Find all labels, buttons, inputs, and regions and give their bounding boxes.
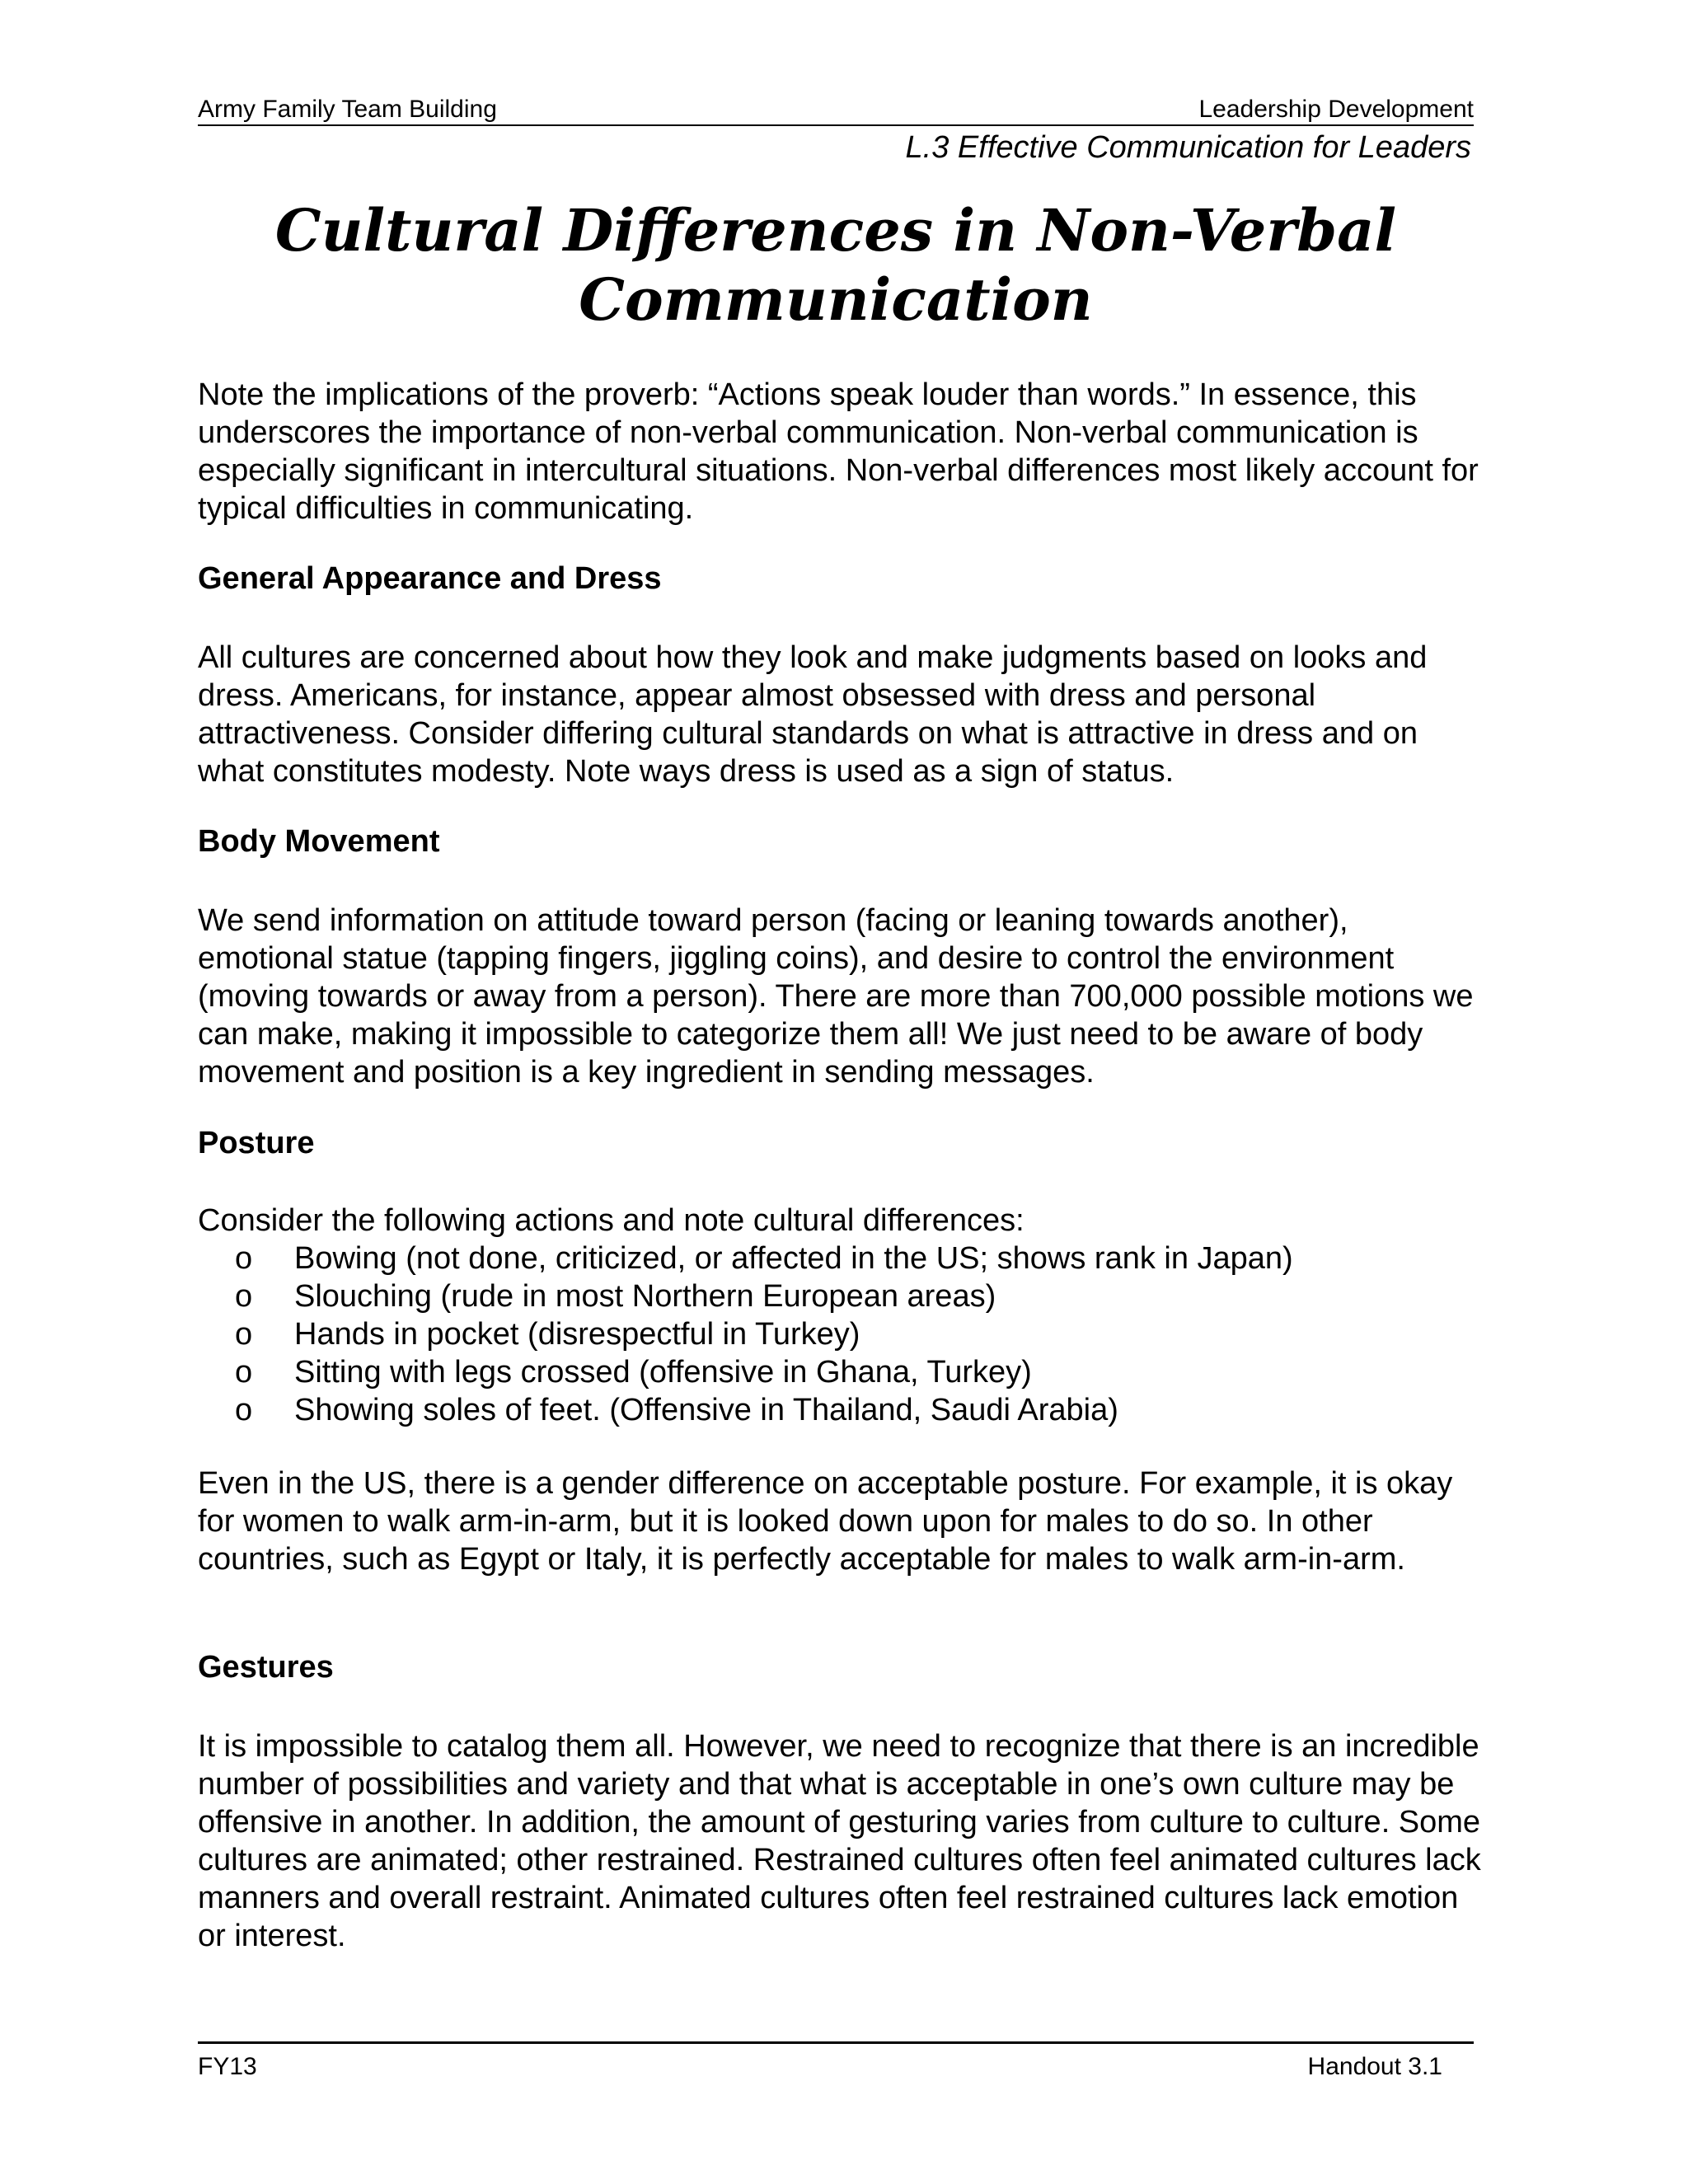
footer-rule bbox=[198, 2041, 1474, 2044]
posture-list bbox=[235, 1240, 1471, 1429]
bullet-marker: o bbox=[235, 1279, 253, 1314]
bullet-marker: o bbox=[235, 1317, 253, 1352]
heading-gestures: Gestures bbox=[198, 1650, 334, 1685]
footer-left: FY13 bbox=[198, 2053, 257, 2080]
list-item: o Bowing (not done, criticized, or affected in the US; shows rank in Japan) bbox=[235, 1241, 1293, 1276]
heading-appearance: General Appearance and Dress bbox=[198, 561, 662, 596]
header-subtitle: L.3 Effective Communication for Leaders bbox=[905, 130, 1471, 165]
header-right: Leadership Development bbox=[1198, 96, 1474, 123]
heading-body-movement: Body Movement bbox=[198, 824, 440, 859]
intro-paragraph: Note the implications of the proverb: “Actions speak louder than words.” In essence, this underscores the importance of non-verbal communication. Non-verbal communication is especially significant in intercultural situations. Non-verbal differences most likely account for typical difficulties in communicating. bbox=[198, 377, 1479, 526]
gestures-paragraph: It is impossible to catalog them all. However, we need to recognize that there is an incredible number of possibilities and variety and that what is acceptable in one’s own culture may be offensive in another. In addition, the amount of gesturing varies from culture to culture. Some cultures are animated; other restrained. Restrained cultures often feel animated cultures lack manners and overall restraint. Animated cultures often feel restrained cultures lack emotion or interest. bbox=[198, 1729, 1481, 1953]
list-item: o Sitting with legs crossed (offensive in Ghana, Turkey) bbox=[235, 1355, 1032, 1390]
heading-posture: Posture bbox=[198, 1126, 315, 1160]
page-title bbox=[198, 196, 1474, 335]
list-item: o Showing soles of feet. (Offensive in Thailand, Saudi Arabia) bbox=[235, 1393, 1118, 1427]
page-title-line-1: Cultural Differences in Non-Verbal bbox=[274, 196, 1397, 265]
body-movement-paragraph: We send information on attitude toward person (facing or leaning towards another), emotional statue (tapping fingers, jiggling coins), and desire to control the environment (moving towards or away from a person). There are more than 700,000 possible motions we can make, making it impossible to categorize them all! We just need to be aware of body movement and position is a key ingredient in sending messages. bbox=[198, 903, 1474, 1090]
header-rule bbox=[198, 124, 1474, 126]
bullet-marker: o bbox=[235, 1241, 253, 1276]
header-left: Army Family Team Building bbox=[198, 96, 497, 123]
appearance-paragraph: All cultures are concerned about how they look and make judgments based on looks and dress. Americans, for instance, appear almost obsessed with dress and personal attractiveness. Consider differing cultural standards on what is attractive in dress and on what constitutes modesty. Note ways dress is used as a sign of status. bbox=[198, 640, 1428, 789]
page-title-line-2: Communication bbox=[579, 265, 1093, 334]
bullet-marker: o bbox=[235, 1355, 253, 1390]
list-item: o Hands in pocket (disrespectful in Turkey) bbox=[235, 1317, 860, 1352]
list-item: o Slouching (rude in most Northern European areas) bbox=[235, 1279, 996, 1314]
footer-right: Handout 3.1 bbox=[1307, 2053, 1442, 2080]
bullet-marker: o bbox=[235, 1393, 253, 1427]
posture-after-paragraph: Even in the US, there is a gender difference on acceptable posture. For example, it is okay for women to walk arm-in-arm, but it is looked down upon for males to do so. In other countries, such as Egypt or Italy, it is perfectly acceptable for males to walk arm-in-arm. bbox=[198, 1466, 1453, 1577]
posture-intro: Consider the following actions and note cultural differences: bbox=[198, 1203, 1025, 1238]
